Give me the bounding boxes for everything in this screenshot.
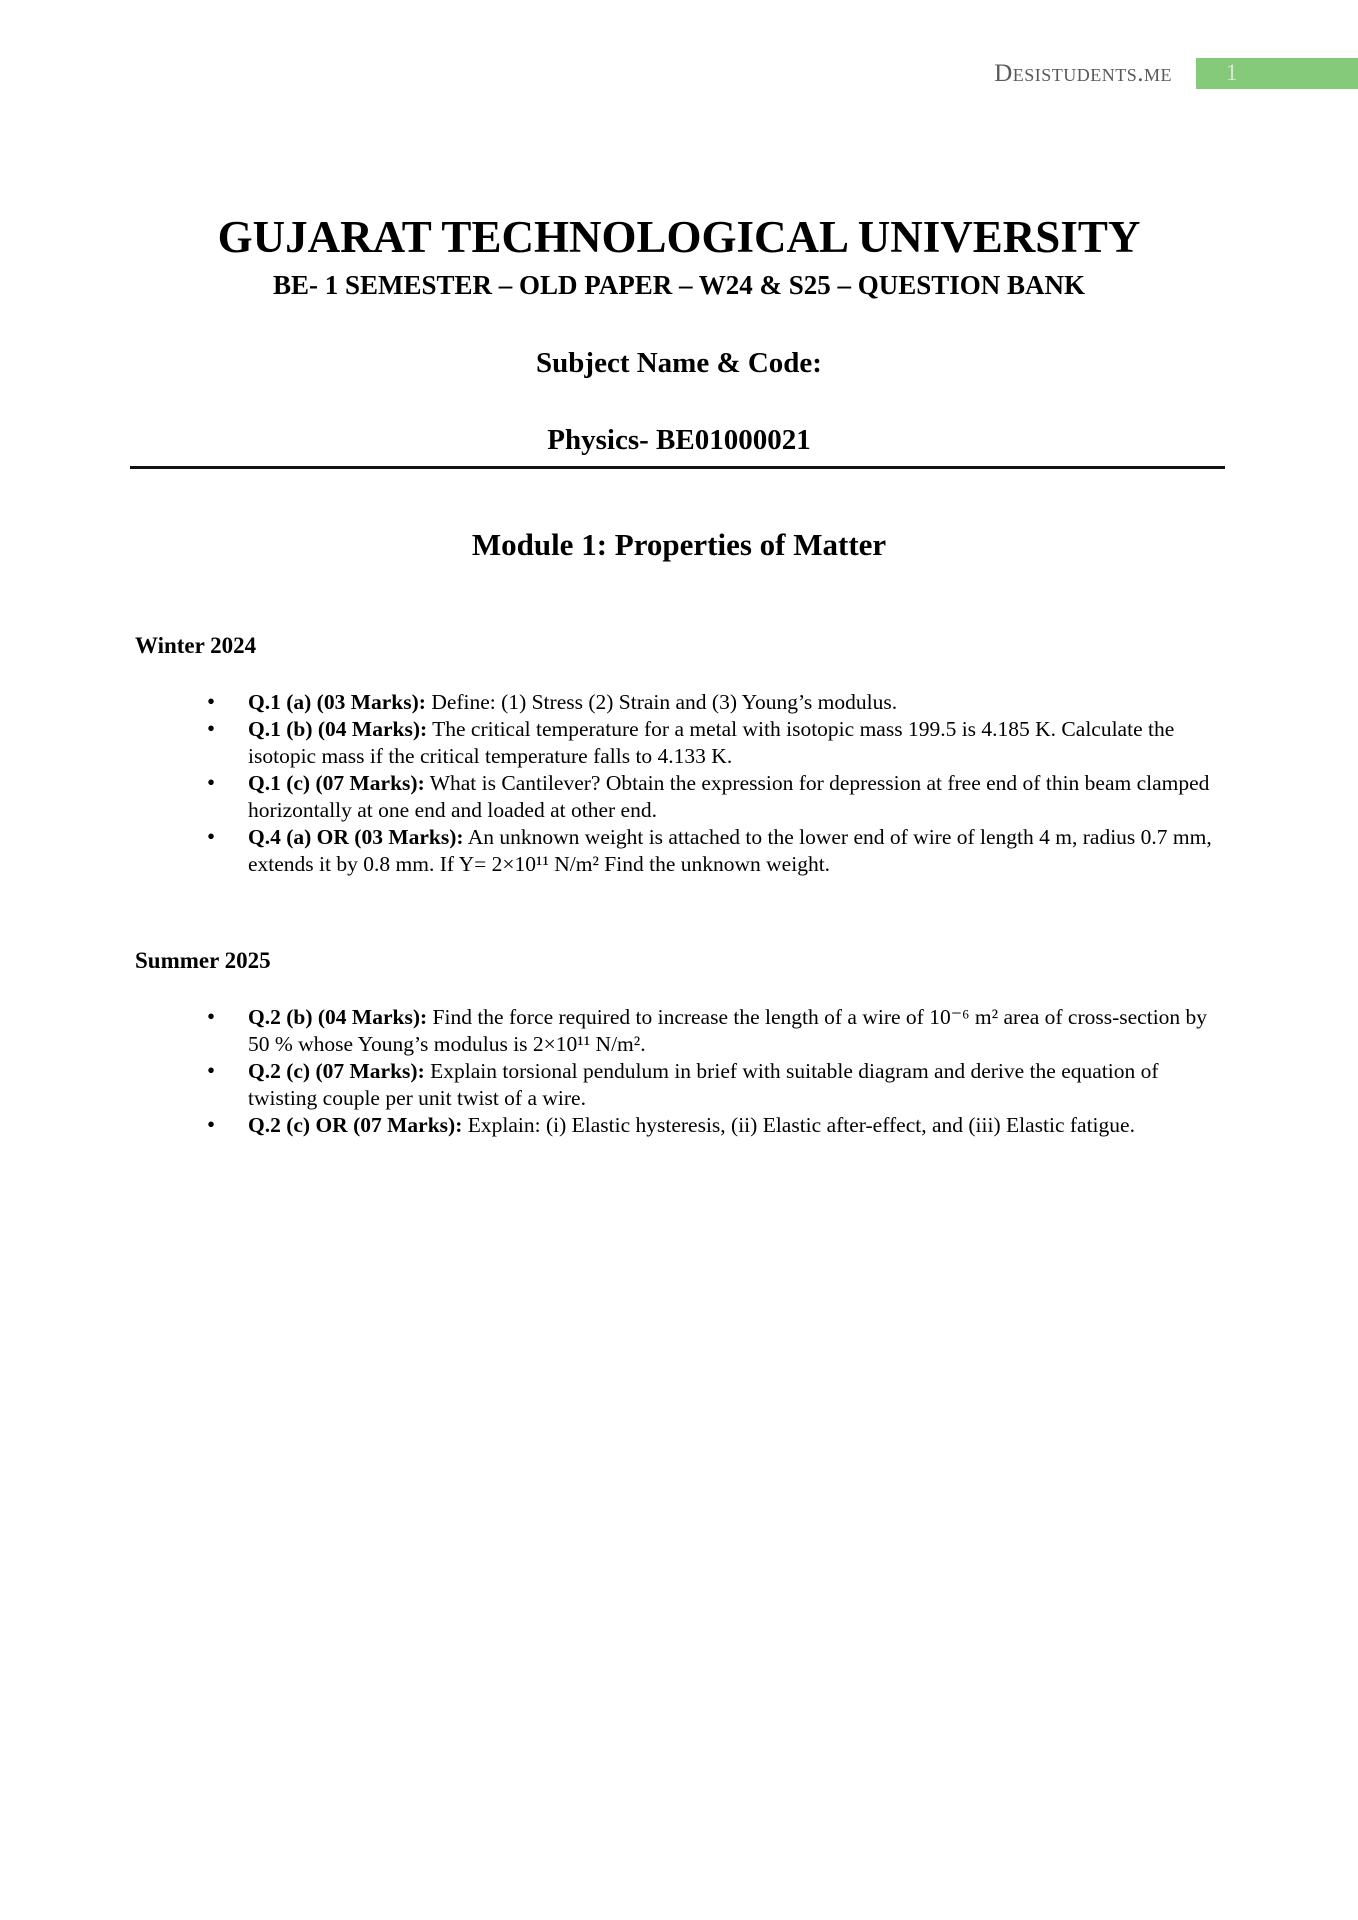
page-number: 1 (1226, 60, 1238, 85)
page-number-badge (1196, 58, 1358, 89)
question-text: An unknown weight is attached to the lower end of wire of length 4 m, radius 0.7 mm, extends it by 0.8 mm. If Y= 2×10¹¹ N/m² Find the unknown weight. (248, 824, 1212, 876)
question-text: Explain torsional pendulum in brief with suitable diagram and derive the equation of twisting couple per unit twist of a wire. (248, 1058, 1159, 1110)
question-text: Find the force required to increase the length of a wire of 10⁻⁶ m² area of cross-section by 50 % whose Young’s modulus is 2×10¹¹ N/m². (248, 1004, 1208, 1056)
season-heading-summer: Summer 2025 (135, 947, 271, 973)
question-label: Q.1 (a) (03 Marks): (248, 689, 426, 714)
season-section-summer (135, 948, 1223, 1139)
module-title: Module 1: Properties of Matter (471, 526, 887, 562)
question-label: Q.1 (c) (07 Marks): (248, 770, 425, 795)
question-item (248, 1112, 1223, 1139)
site-header (994, 58, 1358, 89)
question-label: Q.1 (b) (04 Marks): (248, 716, 428, 741)
question-list-winter (135, 689, 1223, 878)
question-item (248, 1058, 1223, 1112)
page-title: GUJARAT TECHNOLOGICAL UNIVERSITY (217, 212, 1141, 262)
question-item (248, 824, 1223, 878)
question-text: Define: (1) Stress (2) Strain and (3) Young’s modulus. (425, 689, 898, 714)
season-section-winter (135, 633, 1223, 878)
question-label: Q.4 (a) OR (03 Marks): (248, 824, 464, 849)
question-label: Q.2 (c) (07 Marks): (248, 1058, 425, 1083)
season-heading-winter: Winter 2024 (135, 632, 257, 658)
question-item (248, 1004, 1223, 1058)
site-name: Desistudents.me (994, 60, 1172, 87)
question-item (248, 689, 1223, 716)
subject-label: Subject Name & Code: (536, 346, 822, 379)
question-item (248, 716, 1223, 770)
question-label: Q.2 (b) (04 Marks): (248, 1004, 428, 1029)
question-list-summer (135, 1004, 1223, 1139)
question-text: What is Cantilever? Obtain the expression for depression at free end of thin beam clamped horizontally at one end and loaded at other end. (248, 770, 1210, 822)
question-label: Q.2 (c) OR (07 Marks): (248, 1112, 463, 1137)
divider-rule (130, 466, 1225, 469)
subject-value: Physics- BE01000021 (547, 423, 811, 456)
page-subtitle: BE- 1 SEMESTER – OLD PAPER – W24 & S25 – QUESTION BANK (272, 269, 1086, 300)
question-text: Explain: (i) Elastic hysteresis, (ii) Elastic after-effect, and (iii) Elastic fatigue. (462, 1112, 1135, 1137)
question-item (248, 770, 1223, 824)
question-text: The critical temperature for a metal with isotopic mass 199.5 is 4.185 K. Calculate the isotopic mass if the critical temperature falls to 4.133 K. (248, 716, 1175, 768)
